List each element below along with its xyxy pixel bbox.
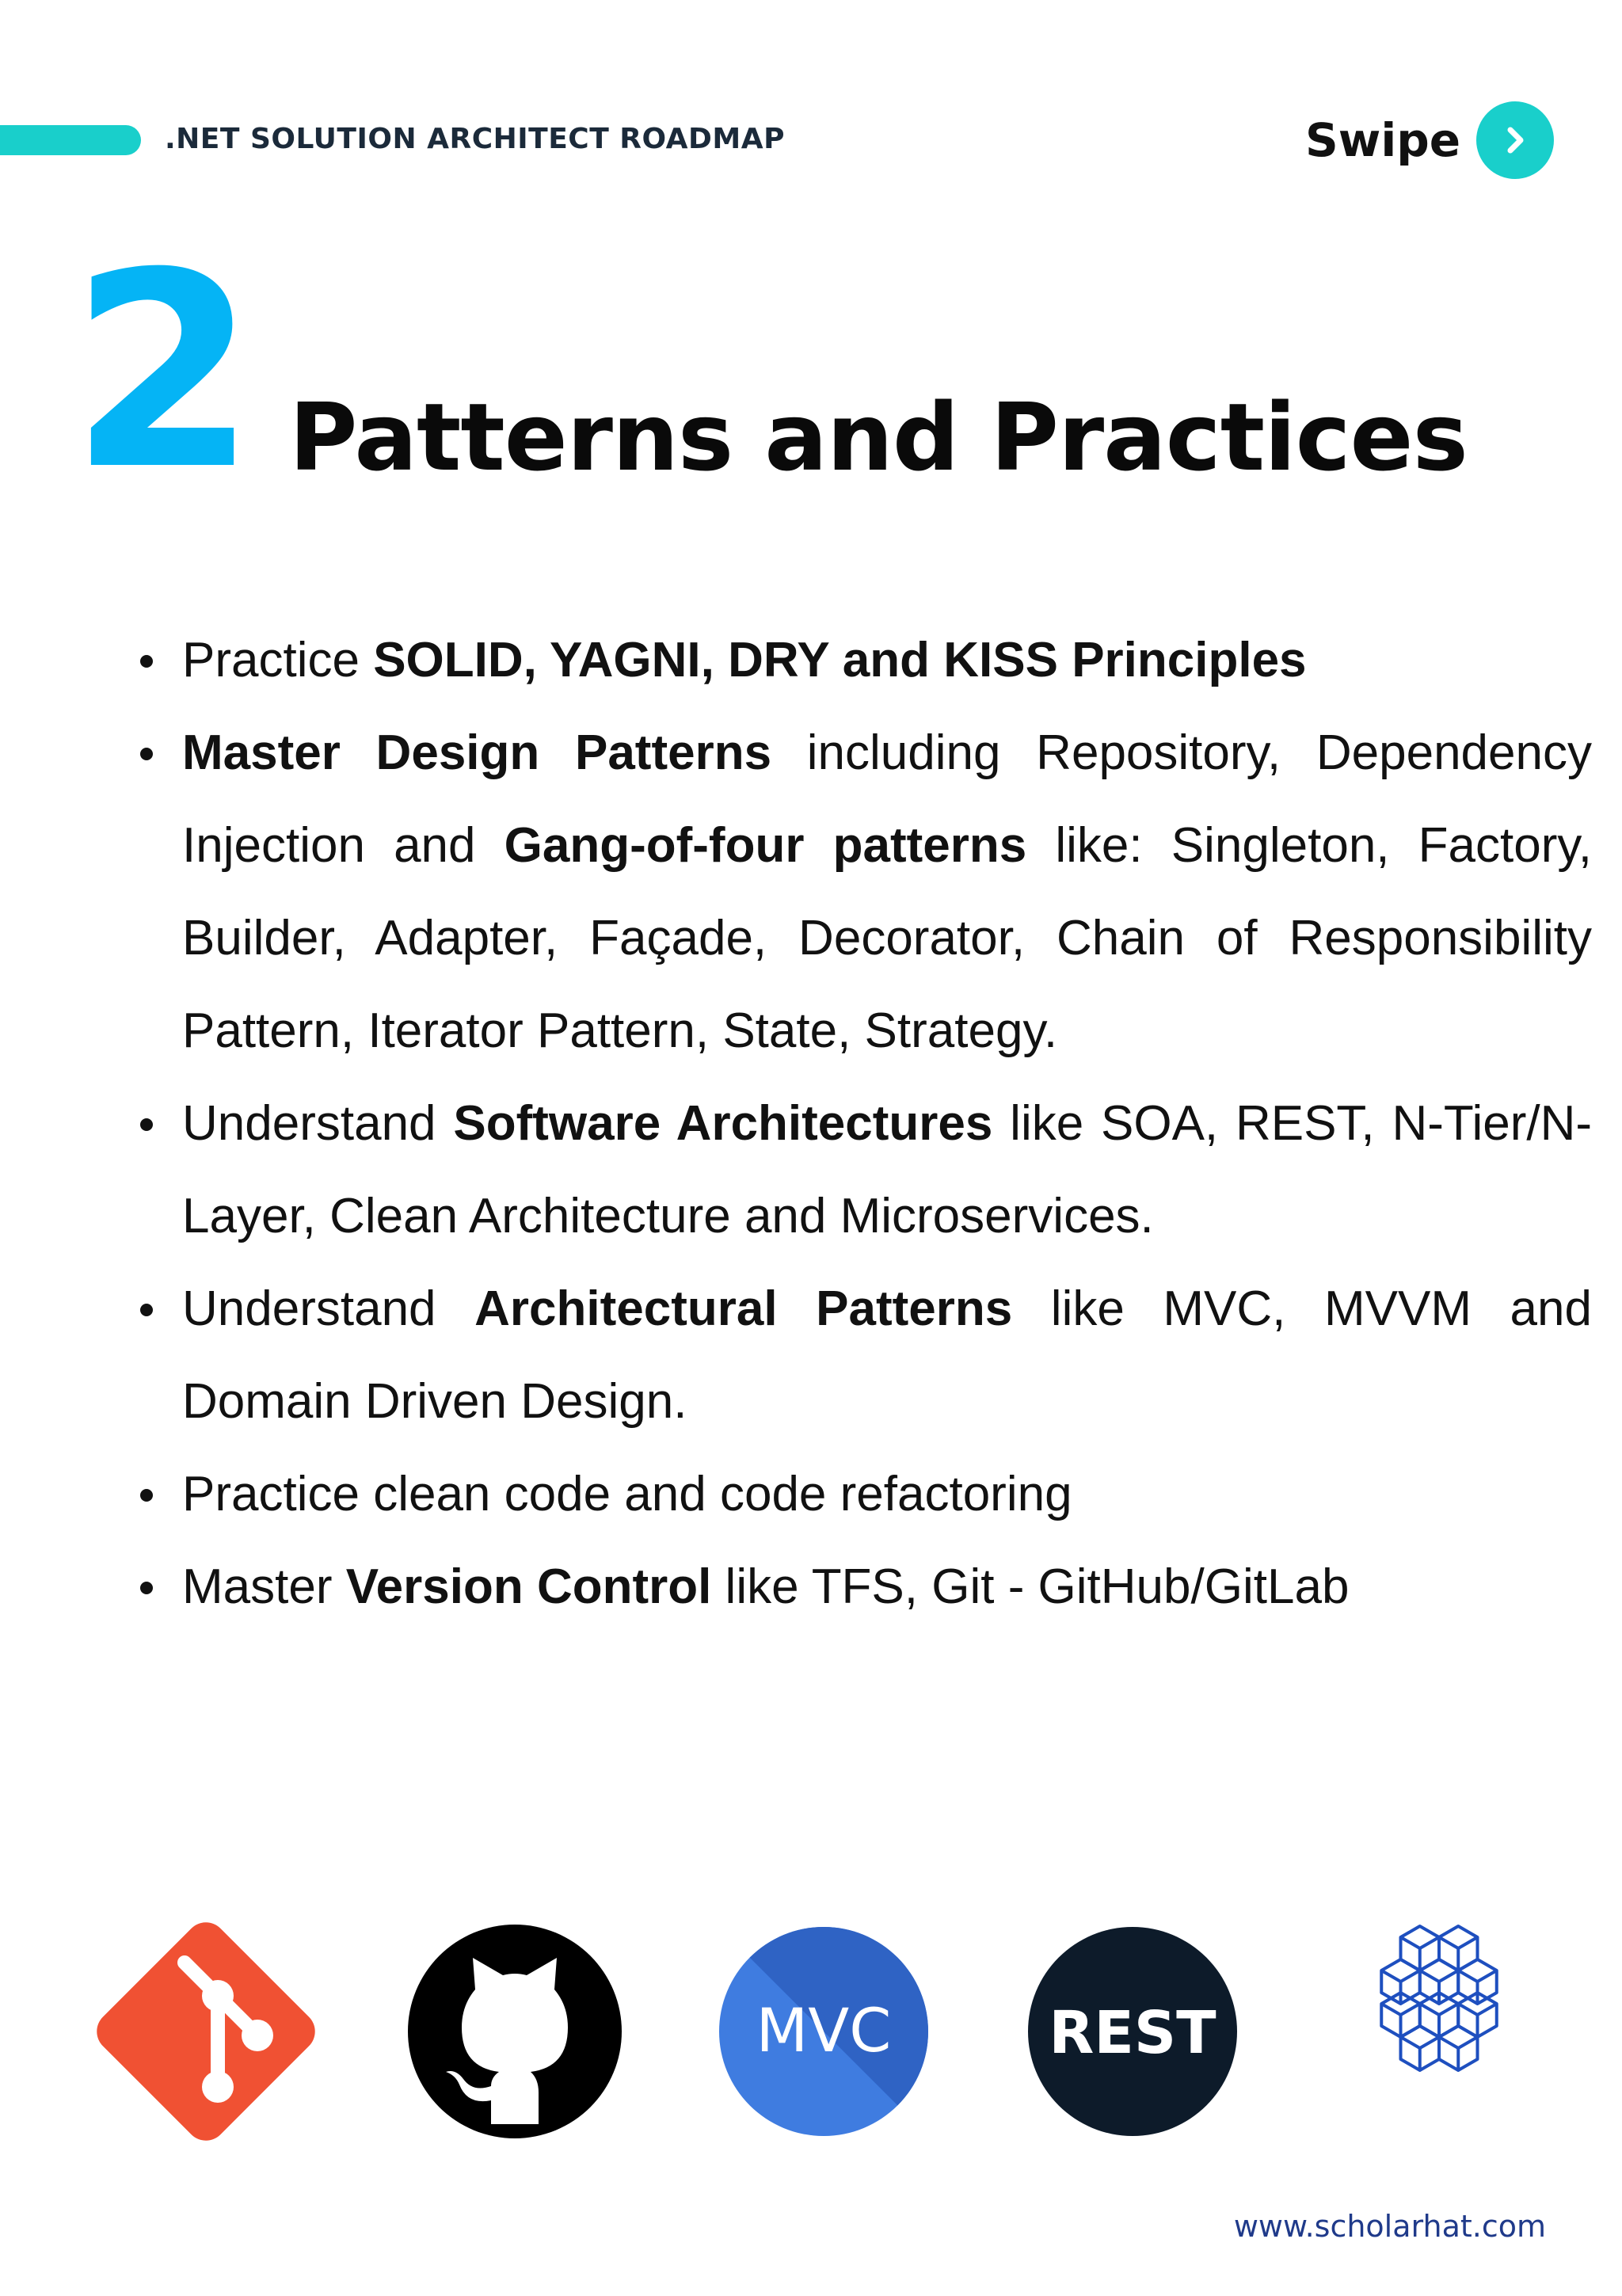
bullet-bold-text: SOLID, YAGNI, DRY and KISS Principles	[373, 633, 1307, 687]
bullet-text: like TFS, Git - GitHub/GitLab	[711, 1559, 1350, 1614]
cube-shape	[1458, 1959, 1496, 2004]
git-logo-icon	[91, 1917, 321, 2146]
bullet-text: like: Singleton, Factory, Builder, Adapter, Façade, Decorator, Chain of Responsibility Pattern, Iterator Pattern, State, Strategy.	[182, 818, 1593, 1058]
swipe-control[interactable]	[1305, 101, 1554, 179]
cube-shape	[1420, 1959, 1458, 2004]
bullet-bold-text: Software Architectures	[453, 1096, 993, 1151]
roadmap-title: .NET SOLUTION ARCHITECT ROADMAP	[165, 123, 785, 155]
github-logo-icon	[400, 1917, 630, 2146]
bullet-text: like MVC, MVVM and Domain Driven Design.	[182, 1281, 1592, 1429]
section-title: Patterns and Practices	[289, 383, 1468, 492]
bullet-item	[182, 1540, 1592, 1633]
bullet-text: Understand	[182, 1096, 454, 1151]
bullet-text: including Repository, Dependency Injection and	[182, 725, 1592, 873]
bullet-bold-text: Version Control	[345, 1559, 712, 1614]
cube-shape	[1401, 2026, 1439, 2070]
bullet-item	[182, 614, 1592, 706]
bullet-text: Practice clean code and code refactoring	[182, 1467, 1072, 1521]
bullet-bold-text: Master Design Patterns	[182, 725, 772, 780]
bullet-bold-text: Architectural Patterns	[474, 1281, 1013, 1336]
chevron-right-icon[interactable]	[1476, 101, 1554, 179]
bullet-text: Understand	[182, 1281, 475, 1336]
bullet-item	[182, 1448, 1592, 1540]
microservices-cubes-icon	[1324, 1917, 1554, 2146]
footer-website-link[interactable]: www.scholarhat.com	[1233, 2209, 1546, 2244]
cube-shape	[1439, 2026, 1477, 2070]
bullet-list	[133, 614, 1592, 1633]
bullet-item	[182, 1077, 1592, 1262]
cube-shape	[1381, 1959, 1419, 2004]
bullet-bold-text: Gang-of-four patterns	[504, 818, 1027, 873]
bullet-text: like SOA, REST, N-Tier/N-Layer, Clean Architecture and Microservices.	[182, 1096, 1592, 1243]
rest-logo-icon	[1018, 1917, 1247, 2146]
rest-text: REST	[1049, 1999, 1216, 2067]
swipe-label[interactable]: Swipe	[1305, 113, 1461, 167]
bullet-item	[182, 1262, 1592, 1448]
mvc-logo-icon	[709, 1917, 939, 2146]
bullet-text: Practice	[182, 633, 374, 687]
bullet-item	[182, 706, 1592, 1077]
header-accent-bar	[0, 125, 141, 155]
bullet-text: Master	[182, 1559, 346, 1614]
mvc-text: MVC	[756, 1995, 892, 2066]
logo-row	[0, 1917, 1622, 2146]
section-number: 2	[70, 215, 253, 529]
